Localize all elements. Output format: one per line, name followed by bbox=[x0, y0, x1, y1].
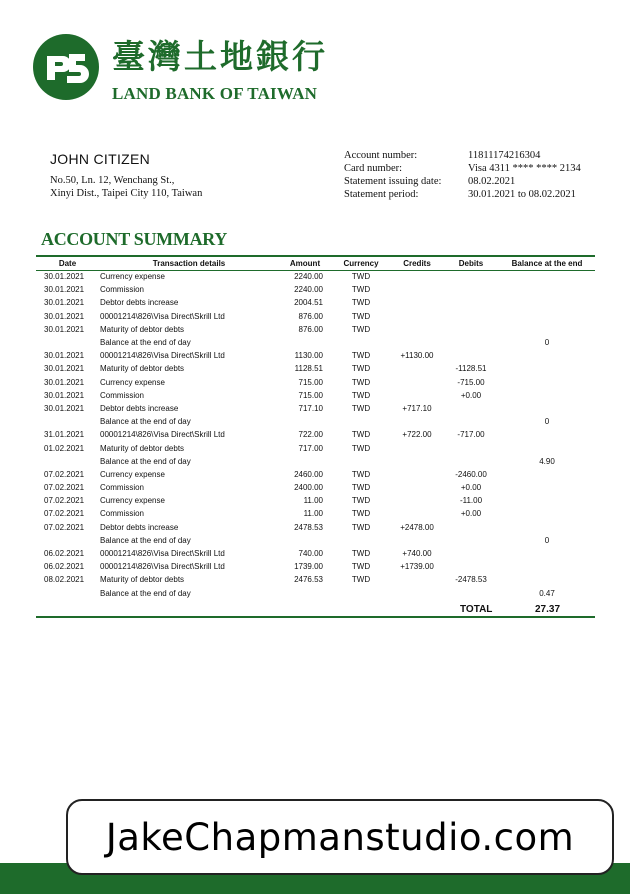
cell-debits: -1128.51 bbox=[455, 364, 487, 374]
cell-date: 30.01.2021 bbox=[44, 324, 85, 334]
table-row bbox=[36, 428, 595, 441]
cell-details: Commission bbox=[100, 509, 145, 519]
cell-amount: 2240.00 bbox=[294, 285, 323, 295]
cell-credits bbox=[391, 415, 443, 428]
cell-currency: TWD bbox=[351, 483, 371, 493]
cell-details: Balance at the end of day bbox=[100, 535, 191, 545]
cell-date: 30.01.2021 bbox=[44, 351, 85, 361]
cell-details: Debtor debts increase bbox=[100, 403, 179, 413]
cell-currency: TWD bbox=[351, 285, 371, 295]
cell-debits bbox=[443, 296, 499, 309]
cell-credits bbox=[391, 310, 443, 323]
cell-balance bbox=[499, 296, 595, 309]
cell-details: Debtor debts increase bbox=[100, 522, 179, 532]
cell-currency: TWD bbox=[351, 549, 371, 559]
cell-debits bbox=[443, 283, 499, 296]
cell-balance bbox=[499, 362, 595, 375]
cell-date: 30.01.2021 bbox=[44, 285, 85, 295]
cell-date bbox=[36, 336, 99, 349]
column-header-date: Date bbox=[58, 259, 77, 268]
table-row bbox=[36, 283, 595, 296]
cell-debits bbox=[443, 402, 499, 415]
cell-credits bbox=[391, 587, 443, 600]
cell-credits bbox=[391, 534, 443, 547]
cell-balance bbox=[499, 573, 595, 586]
cell-currency: TWD bbox=[351, 430, 371, 440]
cell-amount bbox=[279, 587, 331, 600]
cell-credits bbox=[391, 376, 443, 389]
cell-amount: 11.00 bbox=[303, 496, 323, 506]
cell-debits bbox=[443, 560, 499, 573]
cell-balance: 0 bbox=[544, 535, 550, 545]
cell-balance bbox=[499, 521, 595, 534]
cell-debits bbox=[443, 441, 499, 454]
cell-details: Debtor debts increase bbox=[100, 298, 179, 308]
cell-details: Currency expense bbox=[100, 469, 165, 479]
cell-amount: 2004.51 bbox=[294, 298, 323, 308]
cell-details: Commission bbox=[100, 285, 145, 295]
cell-debits: -2478.53 bbox=[455, 575, 487, 585]
total-label: TOTAL bbox=[460, 604, 493, 615]
cell-currency: TWD bbox=[351, 311, 371, 321]
table-row bbox=[36, 376, 595, 389]
table-row bbox=[36, 573, 595, 586]
table-row bbox=[36, 336, 595, 349]
cell-debits bbox=[443, 336, 499, 349]
customer-address-line1: No.50, Ln. 12, Wenchang St., bbox=[50, 175, 175, 186]
cell-amount: 717.10 bbox=[298, 403, 323, 413]
column-header-currency: Currency bbox=[343, 259, 379, 268]
cell-currency: TWD bbox=[351, 298, 371, 308]
table-row bbox=[36, 402, 595, 415]
cell-credits bbox=[391, 389, 443, 402]
cell-currency: TWD bbox=[351, 272, 371, 282]
cell-date bbox=[36, 534, 99, 547]
table-row bbox=[36, 560, 595, 573]
cell-balance bbox=[499, 441, 595, 454]
cell-credits bbox=[391, 481, 443, 494]
watermark-text: JakeChapmanstudio.com bbox=[105, 815, 575, 859]
cell-credits bbox=[391, 468, 443, 481]
cell-debits: -2460.00 bbox=[455, 469, 487, 479]
cell-balance bbox=[499, 349, 595, 362]
cell-amount: 715.00 bbox=[298, 390, 323, 400]
account-number-value: 11811174216304 bbox=[468, 150, 541, 161]
cell-debits bbox=[443, 270, 499, 283]
cell-amount: 2476.53 bbox=[294, 575, 323, 585]
table-row bbox=[36, 547, 595, 560]
cell-amount: 2478.53 bbox=[294, 522, 323, 532]
cell-amount bbox=[279, 455, 331, 468]
table-row bbox=[36, 389, 595, 402]
cell-debits bbox=[443, 310, 499, 323]
cell-debits: -11.00 bbox=[459, 496, 483, 506]
cell-currency bbox=[331, 455, 391, 468]
customer-address-line2: Xinyi Dist., Taipei City 110, Taiwan bbox=[50, 188, 203, 199]
customer-name: JOHN CITIZEN bbox=[50, 151, 151, 167]
cell-balance bbox=[499, 507, 595, 520]
total-value: 27.37 bbox=[535, 604, 561, 615]
table-row bbox=[36, 468, 595, 481]
cell-currency: TWD bbox=[351, 443, 371, 453]
table-row bbox=[36, 349, 595, 362]
table-row bbox=[36, 296, 595, 309]
cell-currency: TWD bbox=[351, 575, 371, 585]
cell-credits: +717.10 bbox=[402, 403, 432, 413]
cell-credits bbox=[391, 441, 443, 454]
cell-amount: 1739.00 bbox=[294, 562, 323, 572]
cell-date: 30.01.2021 bbox=[44, 311, 85, 321]
cell-currency bbox=[331, 415, 391, 428]
bank-name-english: LAND BANK OF TAIWAN bbox=[112, 84, 318, 103]
cell-currency: TWD bbox=[351, 522, 371, 532]
cell-currency: TWD bbox=[351, 351, 371, 361]
cell-date: 07.02.2021 bbox=[44, 496, 85, 506]
cell-date: 07.02.2021 bbox=[44, 469, 85, 479]
cell-debits bbox=[443, 455, 499, 468]
cell-amount: 722.00 bbox=[298, 430, 323, 440]
table-row bbox=[36, 481, 595, 494]
cell-credits: +740.00 bbox=[402, 549, 432, 559]
table-row bbox=[36, 415, 595, 428]
cell-date: 06.02.2021 bbox=[44, 562, 85, 572]
cell-credits bbox=[391, 323, 443, 336]
cell-date: 30.01.2021 bbox=[44, 377, 85, 387]
column-header-amount: Amount bbox=[289, 259, 321, 268]
cell-currency: TWD bbox=[351, 562, 371, 572]
cell-credits bbox=[391, 494, 443, 507]
cell-balance bbox=[499, 468, 595, 481]
table-row bbox=[36, 270, 595, 283]
cell-date bbox=[36, 415, 99, 428]
column-header-details: Transaction details bbox=[152, 259, 226, 268]
cell-balance: 0 bbox=[544, 417, 550, 427]
cell-details: 00001214\826\Visa Direct\Skrill Ltd bbox=[100, 562, 225, 572]
table-row bbox=[36, 507, 595, 520]
cell-balance bbox=[499, 402, 595, 415]
issue-date-label: Statement issuing date: bbox=[344, 176, 442, 187]
cell-details: Commission bbox=[100, 483, 145, 493]
cell-debits: +0.00 bbox=[460, 390, 482, 400]
column-header-balance: Balance at the end bbox=[511, 259, 583, 268]
cell-currency: TWD bbox=[351, 390, 371, 400]
cell-balance: 4.90 bbox=[539, 456, 555, 466]
cell-amount: 740.00 bbox=[298, 549, 323, 559]
cell-debits bbox=[443, 415, 499, 428]
cell-amount bbox=[279, 534, 331, 547]
cell-credits bbox=[391, 455, 443, 468]
cell-credits bbox=[391, 296, 443, 309]
cell-currency: TWD bbox=[351, 324, 371, 334]
cell-currency: TWD bbox=[351, 496, 371, 506]
table-row bbox=[36, 455, 595, 468]
cell-balance bbox=[499, 494, 595, 507]
cell-currency: TWD bbox=[351, 403, 371, 413]
cell-debits: -717.00 bbox=[457, 430, 485, 440]
cell-balance bbox=[499, 283, 595, 296]
cell-currency: TWD bbox=[351, 509, 371, 519]
cell-debits bbox=[443, 521, 499, 534]
cell-date: 30.01.2021 bbox=[44, 298, 85, 308]
cell-currency: TWD bbox=[351, 469, 371, 479]
bank-logo-icon bbox=[33, 34, 99, 100]
cell-date: 30.01.2021 bbox=[44, 390, 85, 400]
cell-details: 00001214\826\Visa Direct\Skrill Ltd bbox=[100, 311, 225, 321]
cell-details: Balance at the end of day bbox=[100, 588, 191, 598]
cell-currency: TWD bbox=[351, 377, 371, 387]
card-number-label: Card number: bbox=[344, 163, 403, 174]
cell-balance bbox=[499, 547, 595, 560]
cell-date: 30.01.2021 bbox=[44, 403, 85, 413]
cell-balance bbox=[499, 481, 595, 494]
cell-credits: +1130.00 bbox=[400, 351, 434, 361]
cell-balance bbox=[499, 376, 595, 389]
table-row bbox=[36, 362, 595, 375]
account-number-label: Account number: bbox=[344, 150, 418, 161]
table-row bbox=[36, 441, 595, 454]
cell-date: 08.02.2021 bbox=[44, 575, 85, 585]
transactions-body bbox=[36, 270, 595, 600]
table-row bbox=[36, 534, 595, 547]
cell-debits: +0.00 bbox=[460, 483, 482, 493]
cell-balance bbox=[499, 389, 595, 402]
statement-period-label: Statement period: bbox=[344, 189, 419, 200]
cell-details: Currency expense bbox=[100, 272, 165, 282]
cell-details: Balance at the end of day bbox=[100, 456, 191, 466]
cell-amount: 2240.00 bbox=[294, 272, 323, 282]
cell-details: Commission bbox=[100, 390, 145, 400]
cell-credits bbox=[391, 270, 443, 283]
watermark-box bbox=[66, 799, 614, 875]
table-row bbox=[36, 521, 595, 534]
bank-name-chinese: 臺灣土地銀行 bbox=[112, 37, 328, 76]
cell-amount: 876.00 bbox=[298, 311, 323, 321]
cell-debits bbox=[443, 534, 499, 547]
cell-date: 07.02.2021 bbox=[44, 509, 85, 519]
cell-amount: 2460.00 bbox=[294, 469, 323, 479]
cell-currency bbox=[331, 534, 391, 547]
cell-details: Balance at the end of day bbox=[100, 338, 191, 348]
cell-date: 07.02.2021 bbox=[44, 522, 85, 532]
cell-credits: +2478.00 bbox=[400, 522, 434, 532]
cell-amount bbox=[279, 336, 331, 349]
table-header-row bbox=[36, 257, 595, 270]
cell-details: 00001214\826\Visa Direct\Skrill Ltd bbox=[100, 351, 225, 361]
table-bottom-rule bbox=[36, 616, 595, 618]
cell-details: 00001214\826\Visa Direct\Skrill Ltd bbox=[100, 430, 225, 440]
cell-details: Balance at the end of day bbox=[100, 417, 191, 427]
cell-balance bbox=[499, 428, 595, 441]
cell-details: Currency expense bbox=[100, 377, 165, 387]
table-row bbox=[36, 494, 595, 507]
cell-amount: 717.00 bbox=[298, 443, 323, 453]
cell-date: 31.01.2021 bbox=[44, 430, 85, 440]
account-summary-title: ACCOUNT SUMMARY bbox=[41, 229, 228, 249]
cell-amount: 11.00 bbox=[303, 509, 323, 519]
cell-details: Maturity of debtor debts bbox=[100, 324, 185, 334]
cell-balance bbox=[499, 323, 595, 336]
cell-amount: 1128.51 bbox=[294, 364, 323, 374]
cell-credits bbox=[391, 283, 443, 296]
cell-credits: +1739.00 bbox=[400, 562, 434, 572]
cell-debits bbox=[443, 587, 499, 600]
cell-balance: 0.47 bbox=[539, 588, 555, 598]
cell-date: 06.02.2021 bbox=[44, 549, 85, 559]
table-row bbox=[36, 310, 595, 323]
cell-amount: 715.00 bbox=[298, 377, 323, 387]
cell-date: 30.01.2021 bbox=[44, 272, 85, 282]
cell-details: Maturity of debtor debts bbox=[100, 364, 185, 374]
cell-amount: 2400.00 bbox=[294, 483, 323, 493]
cell-details: Maturity of debtor debts bbox=[100, 575, 185, 585]
column-header-debits: Debits bbox=[458, 259, 484, 268]
card-number-value: Visa 4311 **** **** 2134 bbox=[468, 163, 581, 174]
cell-date: 30.01.2021 bbox=[44, 364, 85, 374]
cell-debits bbox=[443, 323, 499, 336]
column-header-credits: Credits bbox=[403, 259, 431, 268]
transactions-table bbox=[36, 257, 595, 600]
statement-period-value: 30.01.2021 to 08.02.2021 bbox=[468, 189, 576, 200]
cell-balance bbox=[499, 560, 595, 573]
table-row bbox=[36, 323, 595, 336]
cell-date: 07.02.2021 bbox=[44, 483, 85, 493]
cell-balance bbox=[499, 270, 595, 283]
cell-date bbox=[36, 455, 99, 468]
cell-balance: 0 bbox=[544, 338, 550, 348]
cell-details: Maturity of debtor debts bbox=[100, 443, 185, 453]
cell-currency: TWD bbox=[351, 364, 371, 374]
cell-currency bbox=[331, 587, 391, 600]
cell-debits: +0.00 bbox=[460, 509, 482, 519]
cell-balance bbox=[499, 310, 595, 323]
cell-credits bbox=[391, 507, 443, 520]
issue-date-value: 08.02.2021 bbox=[468, 176, 516, 187]
cell-currency bbox=[331, 336, 391, 349]
cell-details: Currency expense bbox=[100, 496, 165, 506]
cell-debits bbox=[443, 349, 499, 362]
cell-credits: +722.00 bbox=[402, 430, 432, 440]
cell-date: 01.02.2021 bbox=[44, 443, 85, 453]
cell-amount: 876.00 bbox=[298, 324, 323, 334]
cell-credits bbox=[391, 362, 443, 375]
cell-debits bbox=[443, 547, 499, 560]
cell-debits: -715.00 bbox=[457, 377, 485, 387]
cell-details: 00001214\826\Visa Direct\Skrill Ltd bbox=[100, 549, 225, 559]
cell-amount bbox=[279, 415, 331, 428]
cell-date bbox=[36, 587, 99, 600]
cell-amount: 1130.00 bbox=[294, 351, 323, 361]
cell-credits bbox=[391, 336, 443, 349]
table-row bbox=[36, 587, 595, 600]
cell-credits bbox=[391, 573, 443, 586]
